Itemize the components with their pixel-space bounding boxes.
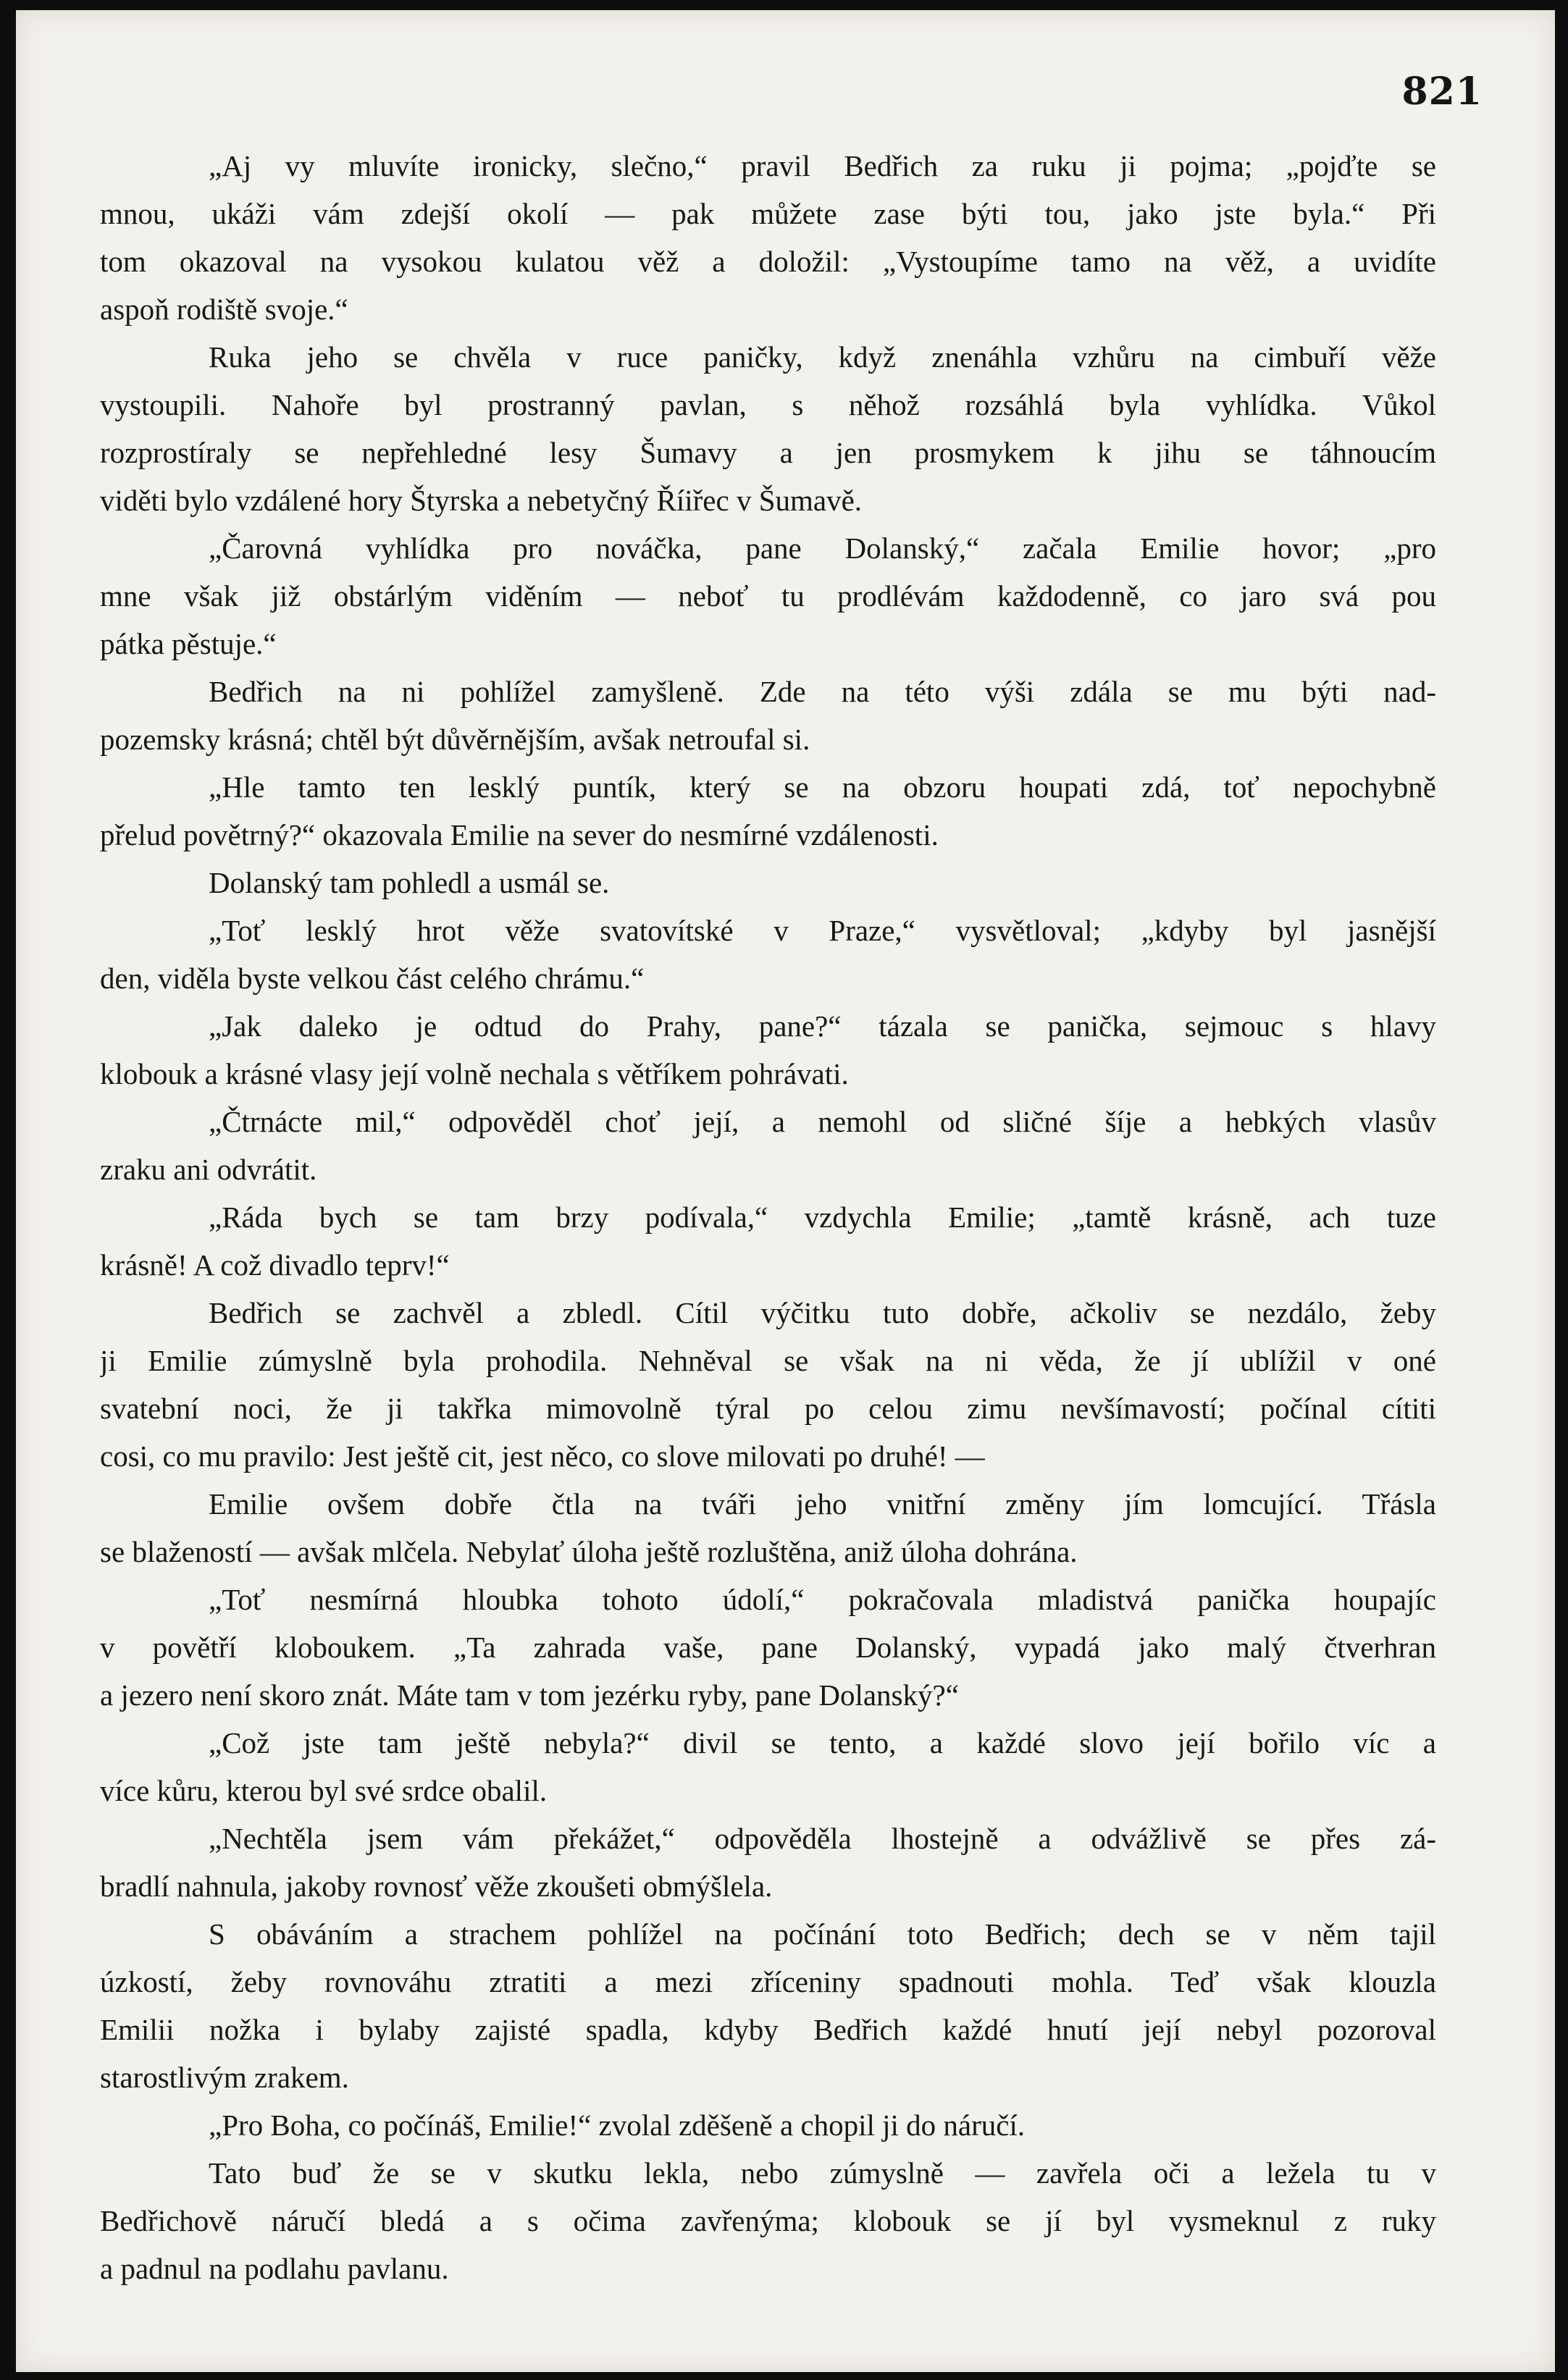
paragraph: [100, 1910, 1436, 2101]
text-line: zraku ani odvrátit.: [100, 1153, 317, 1186]
page-number: 821: [1401, 70, 1483, 114]
text-line: Ruka jeho se chvěla v ruce paničky, když znenáhla vzhůru na cimbuří věže: [209, 340, 1436, 374]
paragraph: [100, 1098, 1436, 1193]
text-line: „Jak daleko je odtud do Prahy, pane?“ tázala se panička, sejmouc s hlavy: [209, 1009, 1436, 1043]
paragraph: [100, 1193, 1436, 1289]
text-line: a padnul na podlahu pavlanu.: [100, 2252, 449, 2285]
paragraph: [100, 2101, 1436, 2149]
text-line: aspoň rodiště svoje.“: [100, 293, 348, 326]
text-line: klobouk a krásné vlasy její volně nechala s větříkem pohrávati.: [100, 1057, 849, 1090]
text-line: krásně! A což divadlo teprv!“: [100, 1248, 450, 1282]
paragraph: [100, 1719, 1436, 1815]
body-text: [100, 142, 1436, 2292]
text-line: den, viděla byste velkou část celého chrámu.“: [100, 962, 645, 995]
text-line: bradlí nahnula, jakoby rovnosť věže zkoušeti obmýšlela.: [100, 1870, 773, 1903]
text-line: Bedřich na ni pohlížel zamyšleně. Zde na této výši zdála se mu býti nad-: [209, 675, 1436, 708]
paragraph: [100, 668, 1436, 763]
paragraph: [100, 1815, 1436, 1910]
text-line: S obáváním a strachem pohlížel na počínání toto Bedřich; dech se v něm tajil: [209, 1917, 1436, 1951]
text-line: cosi, co mu pravilo: Jest ještě cit, jest něco, co slove milovati po druhé! —: [100, 1439, 985, 1473]
text-line: více kůru, kterou byl své srdce obalil.: [100, 1774, 548, 1807]
paragraph: [100, 142, 1436, 333]
text-line: viděti bylo vzdálené hory Štyrska a nebetyčný Říiřec v Šumavě.: [100, 484, 863, 517]
text-line: a jezero není skoro znát. Máte tam v tom jezérku ryby, pane Dolanský?“: [100, 1678, 959, 1712]
text-line: „Ráda bych se tam brzy podívala,“ vzdychla Emilie; „tamtě krásně, ach tuze: [209, 1200, 1436, 1234]
text-line: „Čtrnácte mil,“ odpověděl choť její, a nemohl od sličné šíje a hebkých vlasův: [209, 1105, 1436, 1138]
text-line: přelud povětrný?“ okazovala Emilie na sever do nesmírné vzdálenosti.: [100, 818, 939, 851]
text-line: Tato buď že se v skutku lekla, nebo zúmyslně — zavřela oči a ležela tu v: [209, 2156, 1436, 2190]
text-line: rozprostíraly se nepřehledné lesy Šumavy a jen prosmykem k jihu se táhnoucím: [100, 436, 1436, 469]
book-page: [16, 10, 1555, 2372]
paragraph: [100, 1289, 1436, 1480]
paragraph: [100, 2149, 1436, 2292]
text-line: „Aj vy mluvíte ironicky, slečno,“ pravil Bedřich za ruku ji pojma; „pojďte se: [209, 149, 1436, 182]
text-line: starostlivým zrakem.: [100, 2061, 349, 2094]
text-line: „Nechtěla jsem vám překážet,“ odpověděla lhostejně a odvážlivě se přes zá-: [209, 1822, 1436, 1855]
text-line: Dolanský tam pohledl a usmál se.: [209, 866, 610, 899]
text-line: „Čarovná vyhlídka pro nováčka, pane Dolanský,“ začala Emilie hovor; „pro: [209, 531, 1436, 565]
text-line: pátka pěstuje.“: [100, 627, 277, 660]
text-line: Bedřich se zachvěl a zbledl. Cítil výčitku tuto dobře, ačkoliv se nezdálo, žeby: [209, 1296, 1436, 1329]
paragraph: [100, 859, 1436, 907]
paragraph: [100, 1002, 1436, 1098]
text-line: úzkostí, žeby rovnováhu ztratiti a mezi zříceniny spadnouti mohla. Teď však klouzla: [100, 1965, 1436, 1998]
paragraph: [100, 524, 1436, 668]
text-line: svatební noci, že ji takřka mimovolně týral po celou zimu nevšímavostí; počínal cítiti: [100, 1392, 1436, 1425]
text-line: Emilii nožka i bylaby zajisté spadla, kdyby Bedřich každé hnutí její nebyl pozoroval: [100, 2013, 1436, 2046]
text-line: ji Emilie zúmyslně byla prohodila. Nehněval se však na ni věda, že jí ublížil v oné: [100, 1344, 1436, 1377]
text-line: „Což jste tam ještě nebyla?“ divil se tento, a každé slovo její bořilo víc a: [209, 1726, 1436, 1759]
text-line: „Pro Boha, co počínáš, Emilie!“ zvolal zděšeně a chopil ji do náručí.: [209, 2108, 1026, 2142]
text-line: se blažeností — avšak mlčela. Nebylať úloha ještě rozluštěna, aniž úloha dohrána.: [100, 1535, 1078, 1568]
text-line: vystoupili. Nahoře byl prostranný pavlan, s něhož rozsáhlá byla vyhlídka. Vůkol: [100, 388, 1436, 421]
text-line: Bedřichově náručí bledá a s očima zavřenýma; klobouk se jí byl vysmeknul z ruky: [100, 2204, 1436, 2237]
paragraph: [100, 333, 1436, 524]
text-line: tom okazoval na vysokou kulatou věž a doložil: „Vystoupíme tamo na věž, a uvidíte: [100, 245, 1436, 278]
paragraph: [100, 907, 1436, 1002]
paragraph: [100, 763, 1436, 859]
text-line: „Toť nesmírná hloubka tohoto údolí,“ pokračovala mladistvá panička houpajíc: [209, 1583, 1436, 1616]
paragraph: [100, 1576, 1436, 1719]
text-line: „Hle tamto ten lesklý puntík, který se na obzoru houpati zdá, toť nepochybně: [209, 770, 1436, 804]
text-line: mnou, ukáži vám zdejší okolí — pak můžete zase býti tou, jako jste byla.“ Při: [100, 197, 1436, 230]
paragraph: [100, 1480, 1436, 1576]
text-line: pozemsky krásná; chtěl být důvěrnějším, avšak netroufal si.: [100, 723, 810, 756]
text-line: „Toť lesklý hrot věže svatovítské v Praze,“ vysvětloval; „kdyby byl jasnější: [209, 914, 1436, 947]
text-line: mne však již obstárlým viděním — neboť tu prodlévám každodenně, co jaro svá pou: [100, 579, 1436, 613]
text-line: Emilie ovšem dobře čtla na tváři jeho vnitřní změny jím lomcující. Třásla: [209, 1487, 1436, 1521]
text-line: v povětří kloboukem. „Ta zahrada vaše, pane Dolanský, vypadá jako malý čtverhran: [100, 1631, 1436, 1664]
